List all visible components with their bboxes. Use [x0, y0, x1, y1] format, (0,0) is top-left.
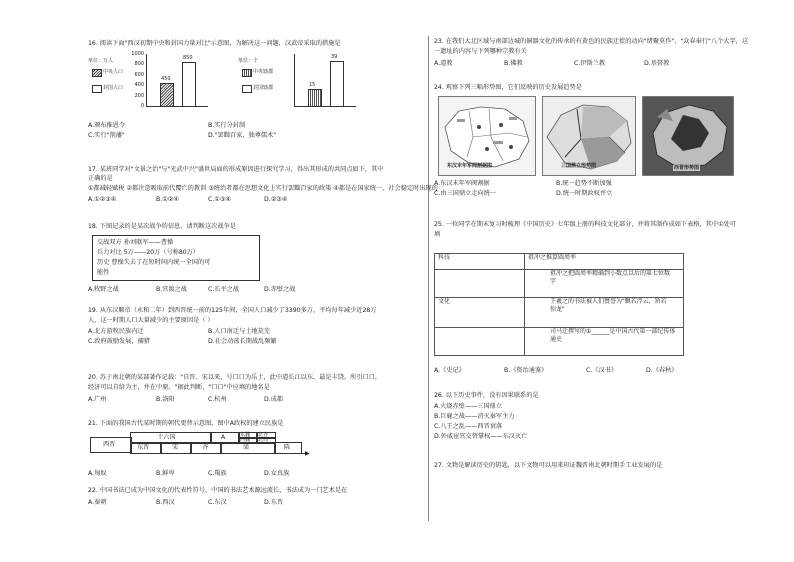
- q21-option-a[interactable]: A.匈奴: [88, 470, 107, 477]
- q19-option-b[interactable]: B.人口南迁与土地荒芜: [208, 328, 270, 335]
- chart1-data-label: 450: [161, 75, 171, 82]
- q17-option-c[interactable]: C.①③④: [208, 196, 231, 203]
- q21-option-b[interactable]: B.鲜卑: [156, 470, 175, 477]
- chart2-data-label: 15: [309, 81, 316, 88]
- q26-option-b[interactable]: B.巨鹿之战——消灭秦军主力: [434, 413, 515, 420]
- cell-header: 祖冲之推算圆周率: [525, 254, 684, 270]
- question-24: [434, 84, 770, 206]
- legend-feudal-pop: 封国人口: [103, 85, 124, 91]
- label-west-jin: 西晋: [103, 441, 116, 448]
- q20-option-a[interactable]: A.广州: [88, 396, 107, 403]
- cell-wangxizhi-text: 王羲之的书法被人们赞誉为"飘若浮云，矫若惊龙": [550, 298, 667, 313]
- question-20: [88, 374, 418, 408]
- q18-option-a[interactable]: A.牧野之战: [88, 286, 119, 293]
- q20-option-b[interactable]: B.洛阳: [156, 396, 175, 403]
- q19-line1: 19. 从东汉顺帝（永和二年）到西晋统一前的125年间，全国人口减少了3390多万，平均每年减少近28万: [88, 307, 377, 314]
- map-three-kingdoms: [542, 96, 636, 176]
- question-22: [88, 487, 418, 517]
- chart1-tick-label: 600: [134, 71, 144, 78]
- q16-stem: 16. 阅读下面"西汉初期中央和封国力量对比"示意图，为解决这一问题，汉武帝采取的措施是: [88, 40, 341, 47]
- q25-option-b[interactable]: B.《资治通鉴》: [504, 367, 548, 374]
- q18-info-box: [92, 235, 260, 281]
- q16-option-c[interactable]: C.实行"削藩": [88, 132, 125, 139]
- label-north-qi: 北齐: [258, 432, 269, 438]
- q25-table: [434, 253, 684, 356]
- q16-option-d[interactable]: D."罢黜百家，独尊儒术": [208, 132, 277, 139]
- legend-plain-swatch: [92, 85, 102, 93]
- q26-option-c[interactable]: C.八王之乱——西晋衰落: [434, 423, 503, 430]
- q24-option-a[interactable]: A.东汉末年军阀割据: [434, 180, 490, 187]
- question-25: [434, 221, 770, 381]
- question-19: [88, 307, 418, 351]
- cell-empty: [435, 328, 525, 356]
- q18-option-b[interactable]: B.官渡之战: [156, 286, 187, 293]
- q24-option-c[interactable]: C.由三国鼎立走向统一: [434, 190, 496, 197]
- caption-west-jin: 西晋形势图: [674, 165, 700, 171]
- q22-option-a[interactable]: A.秦朝: [88, 499, 107, 506]
- q23-option-c[interactable]: C.伊斯兰教: [574, 60, 606, 67]
- q17-option-d[interactable]: D.②③④: [264, 196, 288, 203]
- q23-option-b[interactable]: B.佛教: [504, 60, 523, 67]
- q27-stem: 27. 文物是解读历史的钥匙，以下文物可以用来印证魏晋南北朝时期手工业发展的是: [434, 462, 663, 469]
- chart1-bar-feudal: [182, 62, 196, 107]
- q20-option-c[interactable]: C.杭州: [208, 396, 227, 403]
- chart2-bar-central: [308, 89, 322, 107]
- q18-row: 能性: [97, 269, 110, 276]
- q21-dynasty-diagram: [90, 432, 312, 464]
- q24-option-d[interactable]: D.统一时期政权并立: [556, 190, 613, 197]
- question-18: [88, 223, 418, 295]
- q25-option-a[interactable]: A.《史记》: [434, 367, 465, 374]
- q22-option-d[interactable]: D.东晋: [264, 499, 284, 506]
- cell-zuchongzhi-text: 祖冲之把圆周率精确到小数点以后的第七位数字: [550, 270, 671, 285]
- q26-option-d[interactable]: D.外戚宦官交替掌权——东汉灭亡: [434, 433, 528, 440]
- question-21: [88, 420, 418, 482]
- q16-chart-counties: [238, 52, 363, 110]
- legend-plain-swatch-2: [242, 85, 252, 93]
- cell-simaqian-text: 司马迁撰写的①______是中国古代第一部纪传体通史: [550, 328, 676, 343]
- legend-central-pop: 中央人口: [103, 69, 124, 75]
- q23-option-a[interactable]: A.道教: [434, 60, 453, 67]
- q23-option-d[interactable]: D.基督教: [644, 60, 670, 67]
- cell-science: 科技: [435, 254, 525, 270]
- label-east-wei: 东魏: [240, 432, 251, 438]
- q25-line1: 25. 一位同学在期末复习时梳理《中国历史》七年级上册的科技文化部分，并将其制作成如下表格，其中①处可: [434, 221, 736, 228]
- q17-line3: ①都减轻赋税 ②都注意吸取前代覆亡的教训 ③统治者都在思想文化上实行罢黜百家的政策 ④都是在国家统一，社会稳定时出现的: [88, 185, 438, 192]
- q22-stem: 22. 中国书法已成为中国文化的代表性符号，中国的书法艺术源远流长，书法成为一门艺术是在: [88, 487, 348, 494]
- cell-simaqian: [525, 328, 684, 356]
- q23-line2: 一遗址的内容与下列哪种宗教有关: [434, 48, 527, 55]
- q18-option-c[interactable]: C.长平之战: [208, 286, 240, 293]
- chart2-plot: [294, 54, 356, 106]
- caption-three-kingdoms: 三国鼎立形势图: [561, 163, 597, 169]
- caption-warlords: 东汉末年军阀割据图: [447, 163, 493, 169]
- q17-line2: 正确的是: [88, 175, 113, 182]
- q25-option-d[interactable]: D.《春秋》: [646, 367, 678, 374]
- chart2-bar-feudal: [330, 61, 344, 107]
- legend-central-county: 中央辖郡: [253, 69, 274, 75]
- q17-line1: 17. 某班同学对"文景之治"与"光武中兴"盛世局面的形成原因进行探究学习，得出其形成的共同点如下，其中: [88, 166, 384, 173]
- chart1-bar-central: [160, 83, 174, 107]
- chart2-data-label: 39: [331, 53, 338, 60]
- chart1-unit: 单位：万人: [88, 58, 114, 64]
- q16-chart-population: [88, 52, 213, 110]
- q24-option-b[interactable]: B.统一趋势不断加强: [556, 180, 612, 187]
- chart1-tick-label: 1000: [131, 51, 144, 57]
- q24-stem: 24. 观察下列三幅形势图，它们反映的历史发展趋势是: [434, 84, 582, 91]
- chart1-x-axis: [146, 106, 208, 107]
- q22-option-c[interactable]: C.东汉: [208, 499, 227, 506]
- chart1-tick-label: 200: [134, 92, 144, 99]
- q19-option-d[interactable]: D.社会动荡长期战乱频繁: [208, 338, 277, 345]
- q25-option-c[interactable]: C.《汉书》: [586, 367, 618, 374]
- q23-line1: 23. 在我们大北区域与南部边城的铜器文化的传承的有黄色的民族迁徙的动向"绪聚莫作"、"众春奉行"八个大字，这: [434, 38, 749, 45]
- label-song: 宋: [172, 444, 179, 451]
- q20-line1: 20. 苏于南北朝的某部著作记载："自晋、宋以来，号口口为乐土，此中道长江以东，最是丰饶。所引口口，: [88, 374, 382, 381]
- q16-option-b[interactable]: B.实行分封制: [208, 122, 246, 129]
- q17-option-a[interactable]: A.①②③④: [88, 196, 117, 203]
- chart1-ticks: [131, 52, 145, 110]
- timeline-axis: [130, 453, 308, 454]
- label-liang: 梁: [243, 444, 250, 451]
- q17-option-b[interactable]: B.①②④: [156, 196, 179, 203]
- timeline-arrow-icon: ▶: [305, 450, 310, 457]
- q25-line2: 填: [434, 231, 441, 238]
- label-sixteen-kingdoms: 十六国: [157, 434, 176, 441]
- q18-stem: 18. 下图记录的是某次战争的信息，请判断这次战争是: [88, 223, 236, 230]
- q21-stem: 21. 下面的我国古代某时期的朝代更替示意图，图中A政权的建立民族是: [88, 420, 284, 427]
- cell-zuchongzhi: [525, 270, 684, 298]
- q21-option-c[interactable]: C.羯族: [208, 470, 227, 477]
- question-23: [434, 38, 770, 72]
- question-26: [434, 392, 770, 448]
- q18-option-d[interactable]: D.赤壁之战: [264, 286, 296, 293]
- label-a: A: [221, 434, 226, 441]
- cell-empty: [435, 270, 525, 298]
- q22-option-b[interactable]: B.西汉: [156, 499, 175, 506]
- q16-option-a[interactable]: A.颁布推恩令: [88, 122, 126, 129]
- cell-culture: 文化: [435, 298, 525, 328]
- column-divider: [428, 36, 429, 521]
- label-north-zhou: 北周: [258, 437, 269, 443]
- q21-option-d[interactable]: D.女真族: [264, 470, 290, 477]
- chart1-data-label: 850: [183, 54, 193, 61]
- map-west-jin: [642, 96, 734, 176]
- label-east-jin: 东晋: [137, 444, 150, 451]
- q26-option-a[interactable]: A.火烧赤壁——三国鼎立: [434, 403, 502, 410]
- legend-feudal-county: 封国辖郡: [253, 85, 274, 91]
- cell-wangxizhi: [525, 298, 684, 328]
- question-27: [434, 462, 770, 474]
- q18-row: 历史 曹操失去了在短时间内统一全国的可: [97, 259, 211, 266]
- box-west-jin: [90, 437, 132, 453]
- q26-stem: 26. 以下历史事件，没有因果联系的是: [434, 392, 539, 399]
- chart1-tick-label: 400: [134, 82, 144, 89]
- label-west-wei: 西魏: [240, 437, 251, 443]
- map-warlords: [438, 96, 536, 176]
- chart2-unit: 单位：个: [238, 58, 259, 64]
- chart1-tick-label: 800: [134, 61, 144, 68]
- q20-option-d[interactable]: D.成都: [264, 396, 284, 403]
- q18-row: 交战双方 孙刘联军——曹操: [97, 239, 174, 246]
- chart1-plot: [146, 54, 208, 106]
- label-qi: 齐: [202, 444, 209, 451]
- map-west-jin-drawing: [643, 97, 733, 175]
- q19-option-a[interactable]: A.北方游牧民族内迁: [88, 328, 144, 335]
- q18-row: 兵力对比 5万——20万（号称80万）: [97, 249, 200, 256]
- question-16: [88, 40, 418, 140]
- chart1-tick-label: 0: [140, 103, 144, 109]
- legend-hatched-swatch: [92, 69, 102, 77]
- q19-option-c[interactable]: C.政府鼓励发展，捕猎: [88, 338, 150, 345]
- question-17: [88, 166, 438, 212]
- label-chen: 陈: [284, 444, 291, 451]
- q19-line2: 人，这一时期人口大量减少的主要原因是（ ）: [88, 317, 214, 324]
- chart2-x-axis: [294, 106, 356, 107]
- q20-line2: 经济可以自给为主，并在中原。"据此判断，"口口"中应填的地名是: [88, 384, 270, 391]
- legend-grid-swatch: [242, 69, 252, 77]
